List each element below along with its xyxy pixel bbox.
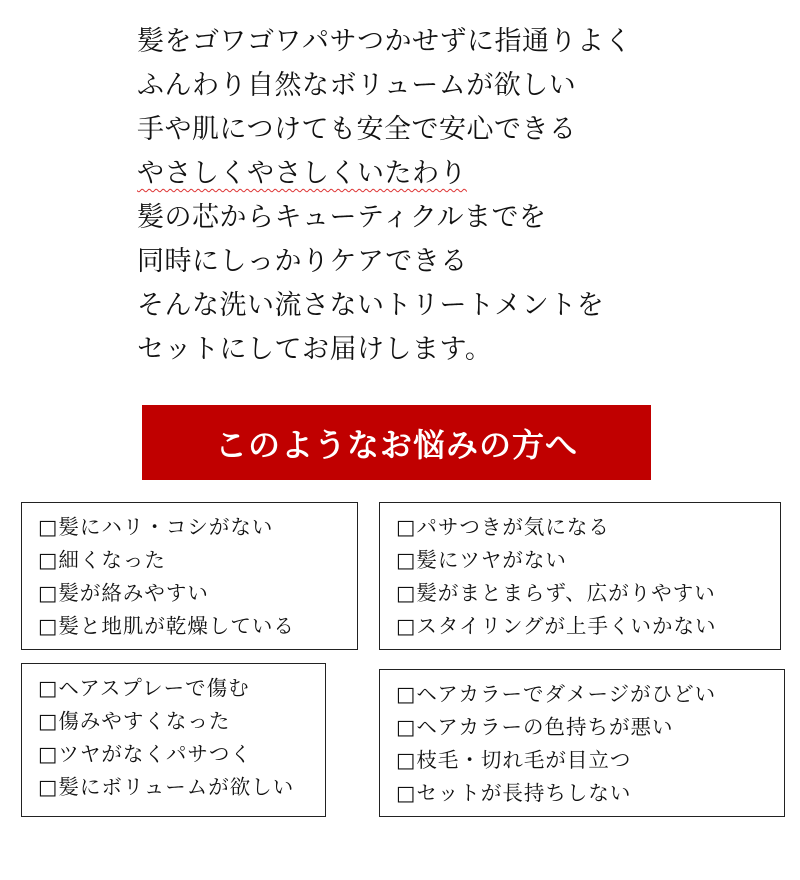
checklist-item: □髪がまとまらず、広がりやすい — [396, 581, 716, 605]
checklist-item: □ヘアカラーの色持ちが悪い — [396, 715, 674, 739]
concern-checklist-box — [21, 502, 358, 650]
concern-checklist-box — [379, 502, 781, 650]
checklist-item: □髪と地肌が乾燥している — [38, 614, 295, 638]
checklist-item: □ツヤがなくパサつく — [38, 742, 252, 766]
intro-line: 手や肌につけても安全で安心できる — [137, 114, 577, 145]
checklist-item: □髪にハリ・コシがない — [38, 515, 274, 539]
checklist-item: □スタイリングが上手くいかない — [396, 614, 717, 638]
intro-text — [137, 20, 757, 372]
intro-line: 髪の芯からキューティクルまでを — [137, 202, 547, 233]
checklist-item: □髪が絡みやすい — [38, 581, 209, 605]
concerns-banner: このようなお悩みの方へ — [142, 405, 651, 480]
checklist-item: □パサつきが気になる — [396, 515, 610, 539]
intro-line: セットにしてお届けします。 — [137, 334, 493, 365]
intro-line: 同時にしっかりケアできる — [137, 246, 468, 277]
checklist-item: □ヘアスプレーで傷む — [38, 676, 250, 700]
checklist-item: □ヘアカラーでダメージがひどい — [396, 682, 717, 706]
checklist-item: □傷みやすくなった — [38, 709, 231, 733]
intro-line: 髪をゴワゴワパサつかせずに指通りよく — [137, 26, 632, 57]
checklist-item: □枝毛・切れ毛が目立つ — [396, 748, 632, 772]
concern-checklist-box — [379, 669, 785, 817]
intro-line: ふんわり自然なボリュームが欲しい — [137, 70, 577, 101]
concern-checklist-box — [21, 663, 326, 817]
checklist-item: □セットが長持ちしない — [396, 781, 632, 805]
checklist-item: □髪にツヤがない — [396, 548, 567, 572]
intro-line: そんな洗い流さないトリートメントを — [137, 290, 605, 321]
checklist-item: □細くなった — [38, 548, 166, 572]
checklist-item: □髪にボリュームが欲しい — [38, 775, 295, 799]
intro-line-spellcheck-underlined: やさしくやさしくいたわり — [137, 158, 467, 189]
